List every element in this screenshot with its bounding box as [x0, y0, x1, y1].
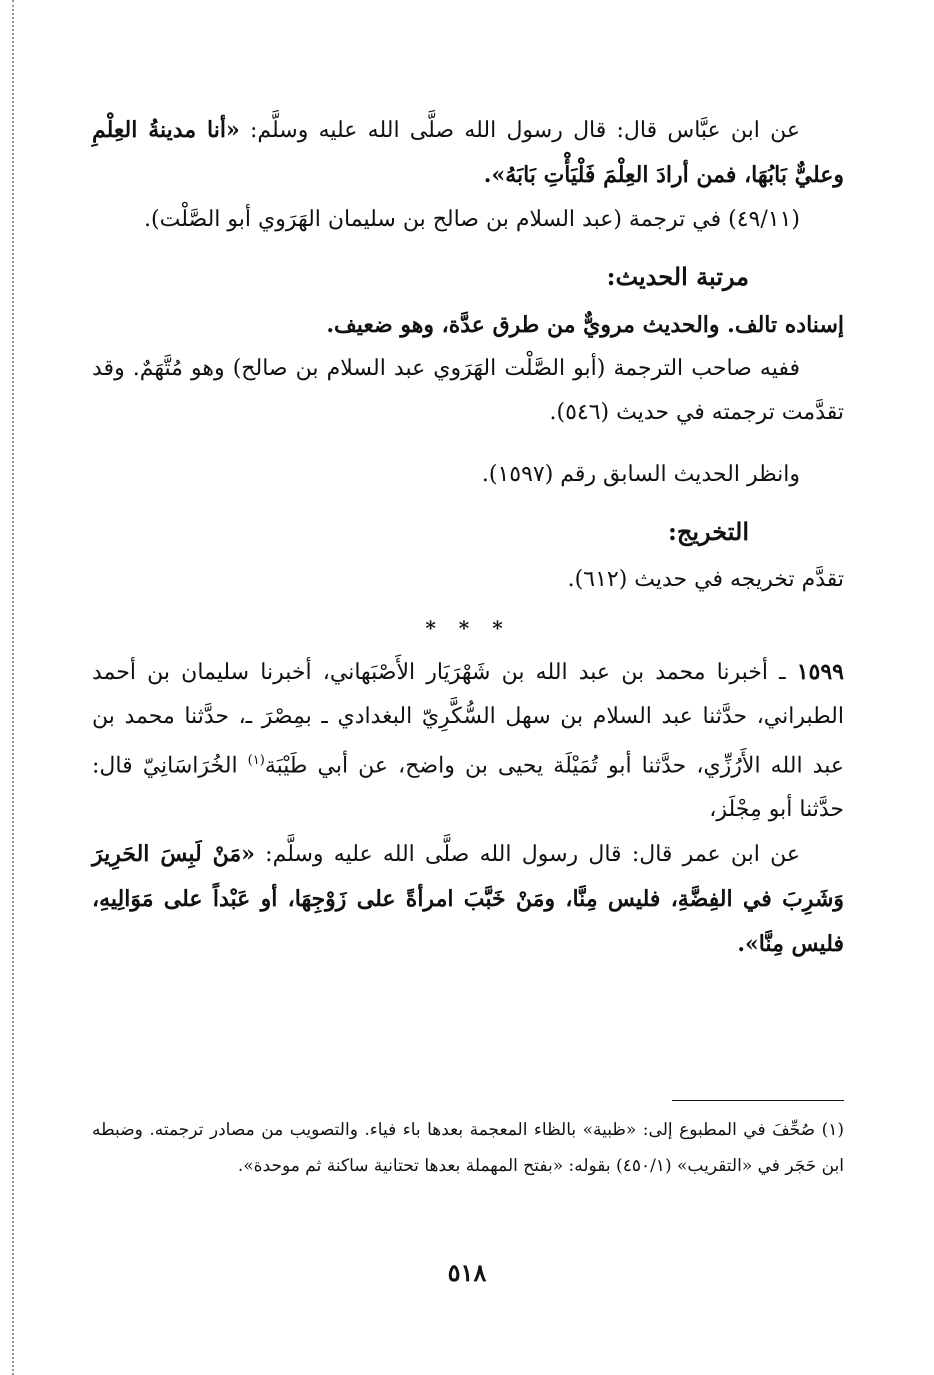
isnad-end: الخُرَاسَانِيّ قال: حدَّثنا أبو مِجْلَز،: [92, 753, 844, 823]
page-number: ٥١٨: [447, 1258, 487, 1287]
isnad-text: ـ أخبرنا محمد بن عبد الله بن شَهْرَيَار الأَصْبَهاني، أخبرنا سليمان بن أحمد الطبراني، حدَّثنا عبد السلام بن سهل السُّكَّرِيّ البغدادي ـ بمِصْرَ ـ، حدَّثنا محمد بن عبد الله الأَرُزِّي، حدَّثنا أبو تُمَيْلَة يحيى بن واضح، عن أبي طَيْبَة: [92, 660, 845, 779]
hadith-end-paragraph: [92, 108, 844, 198]
takhrij-heading: التخريج:: [668, 517, 749, 546]
hadith-1599-isnad: [92, 650, 844, 832]
grade-narrator-note: ففيه صاحب الترجمة (أبو الصَّلْت الهَرَوي عبد السلام بن صالح) وهو مُتَّهَمٌ. وقد تقدَّمت ترجمته في حديث (٥٤٦).: [92, 356, 844, 425]
hadith-1599-matn: «مَنْ لَبِسَ الحَرِيرَ وَشَرِبَ في الفِضَّةِ، فليس مِنَّا، ومَنْ خَبَّبَ امرأةً على زَوْجِهَا، أو عَبْداً على مَوَالِيهِ، فليس مِنَّا».: [92, 841, 844, 958]
hadith-end-intro: عن ابن عبَّاس قال: قال رسول الله صلَّى الله عليه وسلَّم:: [239, 118, 800, 143]
page-edge-dotted-rule: [12, 0, 14, 1375]
hadith-1599-text: [92, 832, 844, 967]
grade-see-also: وانظر الحديث السابق رقم (١٥٩٧).: [481, 462, 800, 487]
footnote-divider: [672, 1100, 844, 1101]
takhrij-text: تقدَّم تخريجه في حديث (٦١٢).: [567, 567, 844, 592]
hadith-1599-intro: عن ابن عمر قال: قال رسول الله صلَّى الله عليه وسلَّم:: [254, 842, 801, 868]
footnote: (١) صُحِّفَ في المطبوع إلى: «ظبية» بالظاء المعجمة بعدها باء فياء. والتصويب من مصادر ترجمته. وضبطه ابن حَجَر في «التقريب» (٤٥٠/١) بقوله: «بفتح المهملة بعدها تحتانية ساكنة ثم موحدة».: [92, 1120, 844, 1176]
grade-heading: مرتبة الحديث:: [606, 262, 749, 291]
hadith-end-reference: (٤٩/١١) في ترجمة (عبد السلام بن صالح بن سليمان الهَرَوي أبو الصَّلْت).: [144, 207, 800, 232]
page-body: [92, 108, 844, 967]
section-separator: * * *: [425, 616, 511, 640]
hadith-end-matn: «أنا مدينةُ العِلْمِ وعليٌّ بَابُهَا، فمن أرادَ العِلْمَ فَلْيَأْتِ بَابَهُ».: [92, 117, 844, 188]
hadith-number: ١٥٩٩: [796, 659, 844, 685]
footnote-marker: (١): [247, 753, 265, 768]
grade-statement: إسناده تالف. والحديث مرويٌّ من طرق عدَّة، وهو ضعيف.: [326, 312, 844, 338]
